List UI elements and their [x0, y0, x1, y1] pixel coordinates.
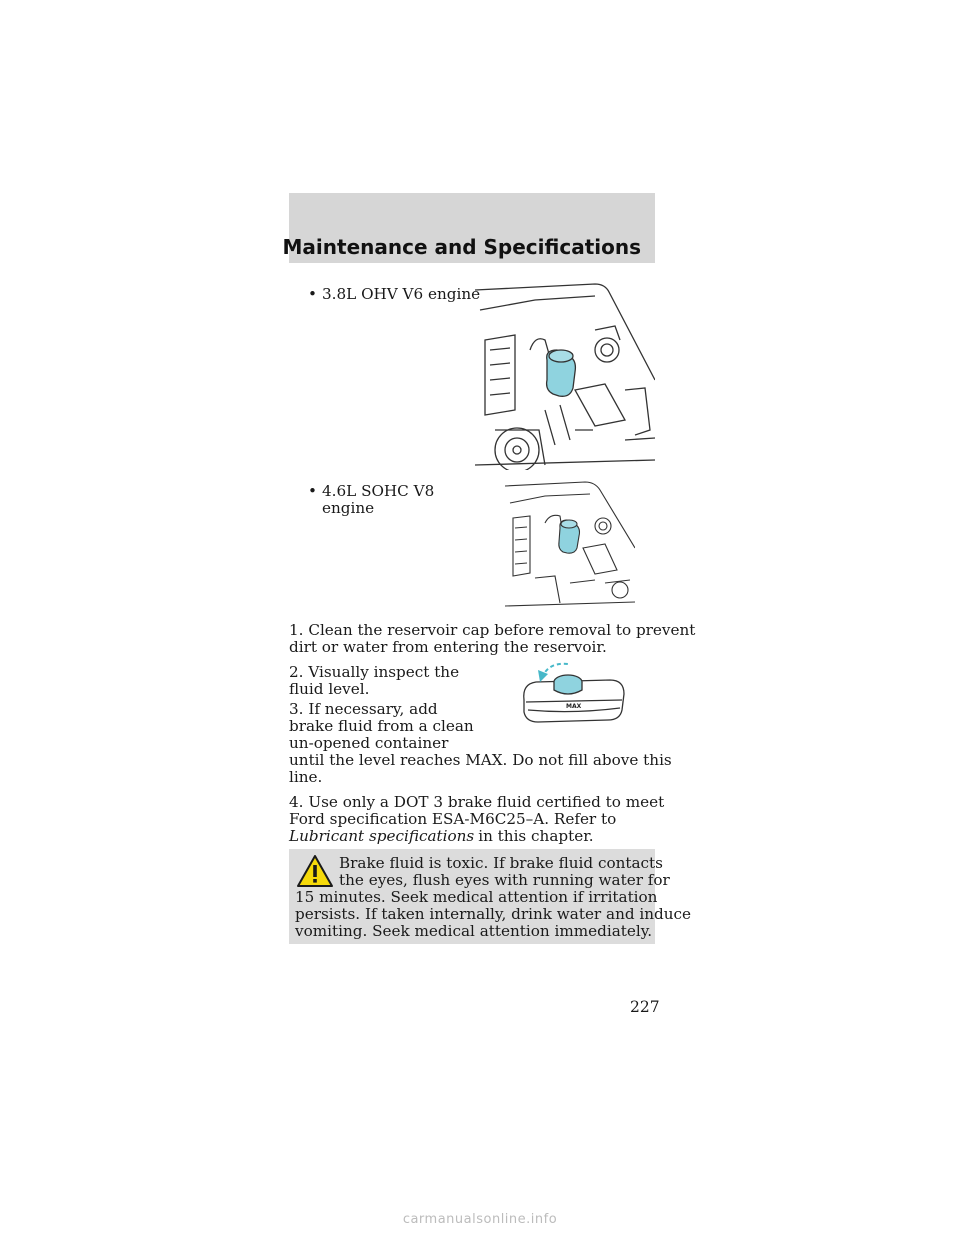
warning-line-4: persists. If taken internally, drink water and induce — [295, 905, 692, 923]
step-2-line-1: 2. Visually inspect the — [289, 663, 460, 681]
step-4-line-3 — [289, 828, 594, 845]
step-3-line-5: line. — [289, 768, 323, 786]
bullet-v8-line1: 4.6L SOHC V8 — [322, 482, 435, 500]
bullet-v8-line2: engine — [322, 499, 375, 517]
step-1-line-2: dirt or water from entering the reservoir. — [289, 638, 607, 656]
step-2-line-2: fluid level. — [289, 680, 370, 698]
step-3-line-4: until the level reaches MAX. Do not fill above this — [289, 751, 672, 769]
v8-engine-illustration — [505, 478, 635, 608]
section-title: Maintenance and Specifications — [282, 235, 641, 259]
bullet-dot: • — [308, 482, 317, 500]
footer-watermark: carmanualsonline.info — [402, 1212, 558, 1227]
warning-box — [289, 849, 692, 944]
step-4-line-2: Ford specification ESA-M6C25–A. Refer to — [289, 810, 617, 828]
warning-triangle-icon — [296, 854, 334, 888]
lubricant-specifications-reference: Lubricant specifications — [289, 827, 475, 845]
reservoir-illustration — [518, 660, 628, 726]
step-4-tail: in this chapter. — [478, 827, 594, 845]
step-4-line-1: 4. Use only a DOT 3 brake fluid certified to meet — [289, 793, 665, 811]
bullet-dot: • — [308, 285, 317, 303]
warning-line-3: 15 minutes. Seek medical attention if irritation — [295, 888, 658, 906]
v6-engine-illustration — [475, 280, 655, 470]
reservoir-max-label: MAX — [566, 703, 582, 710]
step-3-line-3: un-opened container — [289, 734, 449, 752]
step-3-line-1: 3. If necessary, add — [289, 700, 438, 718]
step-3-line-2: brake fluid from a clean — [289, 717, 474, 735]
page-number: 227 — [630, 998, 660, 1016]
warning-line-5: vomiting. Seek medical attention immediately. — [295, 922, 653, 940]
warning-line-2: the eyes, flush eyes with running water for — [339, 871, 670, 889]
bullet-v6-text: 3.8L OHV V6 engine — [322, 285, 481, 303]
warning-line-1: Brake fluid is toxic. If brake fluid contacts — [339, 854, 663, 872]
step-1-line-1: 1. Clean the reservoir cap before removal to prevent — [289, 621, 696, 639]
section-header — [282, 193, 655, 263]
